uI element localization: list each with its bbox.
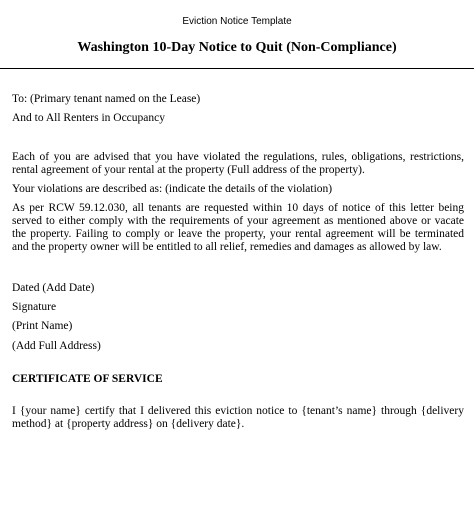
violations-described-line: Your violations are described as: (indicate the details of the violation) — [12, 183, 333, 195]
certificate-text: I {your name} certify that I delivered this eviction notice to {tenant’s name} through {delivery method} at {property address} on {delivery date}. — [12, 405, 464, 430]
template-label: Eviction Notice Template — [182, 16, 292, 27]
signature-line: Signature — [12, 301, 57, 313]
document-title: Washington 10-Day Notice to Quit (Non-Compliance) — [77, 40, 397, 55]
address-line: (Add Full Address) — [12, 340, 101, 352]
rcw-paragraph: As per RCW 59.12.030, all tenants are requested within 10 days of notice of this letter being served to either comply with the requirements of your agreement as mentioned above or vacate the property. Failing to comply or leave the property, your rental agreement will be terminated and the property owner will be entitled to all relief, remedies and damages as allowed by law. — [12, 202, 464, 253]
title-divider — [0, 68, 474, 69]
to-line: To: (Primary tenant named on the Lease) — [12, 93, 201, 105]
renters-line: And to All Renters in Occupancy — [12, 112, 165, 124]
print-name-line: (Print Name) — [12, 320, 73, 332]
certificate-heading: CERTIFICATE OF SERVICE — [12, 373, 163, 385]
violation-paragraph: Each of you are advised that you have violated the regulations, rules, obligations, restrictions, rental agreement of your rental at the property (Full address of the property). — [12, 151, 464, 176]
dated-line: Dated (Add Date) — [12, 282, 95, 294]
